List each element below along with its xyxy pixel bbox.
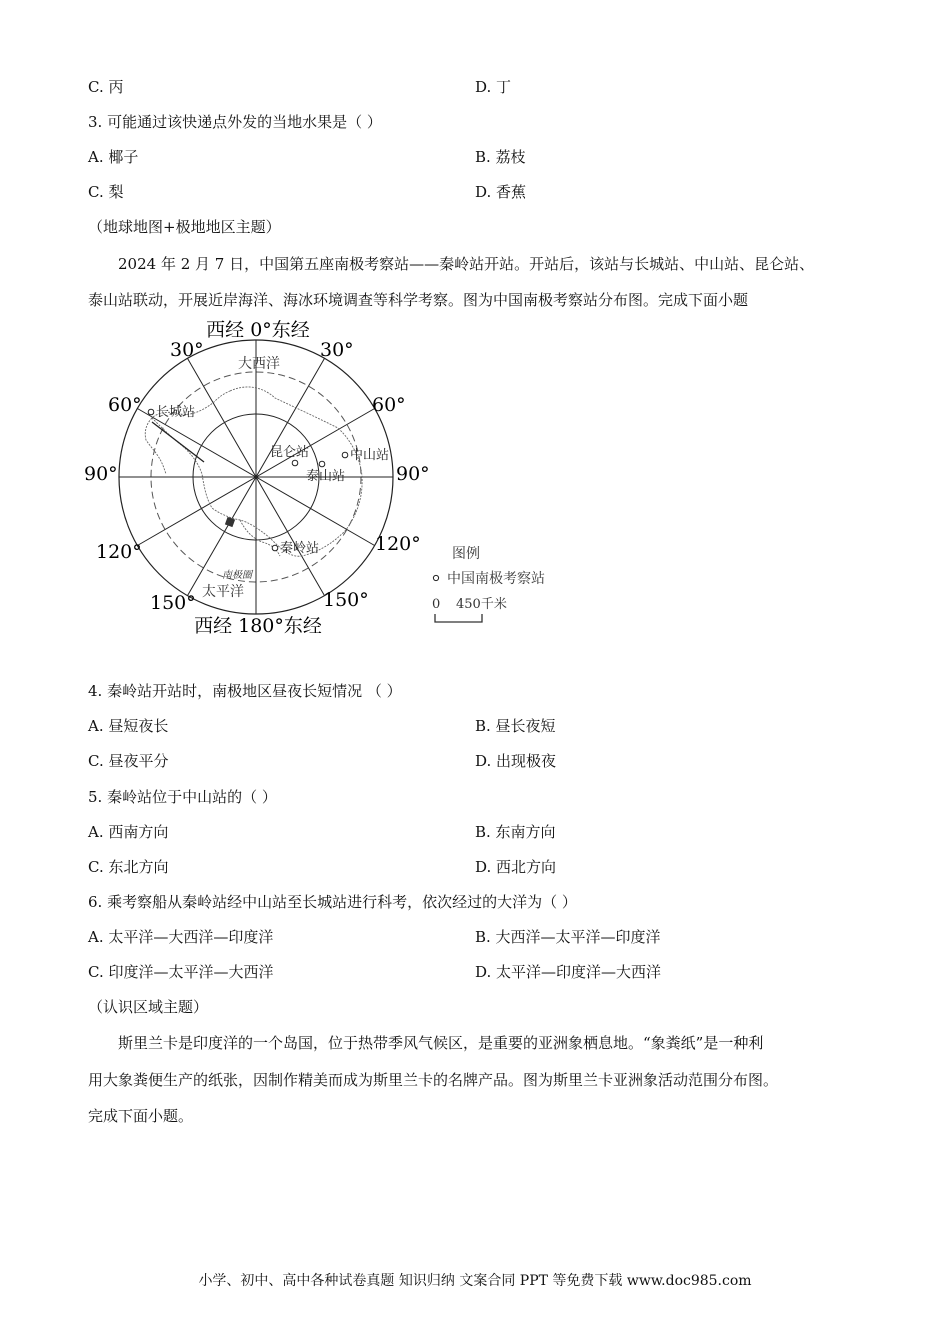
station-marker-taishan xyxy=(319,461,325,467)
station-marker-changcheng xyxy=(148,409,154,415)
q6-option-d: D. 太平洋—印度洋—大西洋 xyxy=(475,963,662,981)
label-60-west: 60° xyxy=(108,394,142,416)
q6-option-b: B. 大西洋—太平洋—印度洋 xyxy=(475,928,661,946)
antarctic-station-map xyxy=(80,316,580,646)
q4-stem: 4. 秦岭站开站时，南极地区昼夜长短情况 （ ） xyxy=(88,682,402,700)
q5-option-d: D. 西北方向 xyxy=(475,858,557,876)
q2-option-d: D. 丁 xyxy=(475,78,512,96)
section-topic-polar: （地球地图+极地地区主题） xyxy=(88,218,281,236)
page-footer: 小学、初中、高中各种试卷真题 知识归纳 文案合同 PPT 等免费下载 www.doc985.com xyxy=(198,1273,752,1289)
scale-zero: 0 xyxy=(432,597,441,612)
label-kunlun-station: 昆仑站 xyxy=(270,445,310,460)
q3-option-d: D. 香蕉 xyxy=(475,183,527,201)
q6-stem: 6. 乘考察船从秦岭站经中山站至长城站进行科考，依次经过的大洋为（ ） xyxy=(88,893,577,911)
section2-passage-line-3: 完成下面小题。 xyxy=(88,1107,194,1125)
label-90-east: 90° xyxy=(396,463,430,485)
scale-value: 450千米 xyxy=(456,597,507,612)
antarctic-peninsula xyxy=(145,418,166,474)
section2-passage-line-2: 用大象粪便生产的纸张，因制作精美而成为斯里兰卡的名牌产品。图为斯里兰卡亚洲象活动范围分布图。 xyxy=(88,1071,779,1089)
map-figure xyxy=(80,316,580,646)
label-pacific-ocean: 太平洋 xyxy=(202,584,244,600)
legend-station-symbol xyxy=(433,575,438,580)
label-120-east: 120° xyxy=(375,533,421,555)
label-taishan-station: 泰山站 xyxy=(306,469,346,484)
label-150-east: 150° xyxy=(323,589,369,611)
q5-stem: 5. 秦岭站位于中山站的（ ） xyxy=(88,788,277,806)
q6-option-a: A. 太平洋—大西洋—印度洋 xyxy=(88,928,274,946)
q6-option-c: C. 印度洋—太平洋—大西洋 xyxy=(88,963,274,981)
legend-title: 图例 xyxy=(452,546,480,562)
label-atlantic-ocean: 大西洋 xyxy=(238,356,280,372)
label-30-east: 30° xyxy=(320,339,354,361)
label-changcheng-station: 长城站 xyxy=(156,405,196,420)
scale-bar xyxy=(435,614,482,622)
label-120-west: 120° xyxy=(96,541,142,563)
label-qinling-station: 秦岭站 xyxy=(280,541,320,556)
q3-option-a: A. 椰子 xyxy=(88,148,139,166)
label-150-west: 150° xyxy=(150,592,196,614)
label-30-west: 30° xyxy=(170,339,204,361)
label-60-east: 60° xyxy=(372,394,406,416)
meridian-lines xyxy=(119,340,393,614)
q4-option-a: A. 昼短夜长 xyxy=(88,717,169,735)
label-90-west: 90° xyxy=(84,463,118,485)
section-passage-line-1: 2024 年 2 月 7 日，中国第五座南极考察站——秦岭站开站。开站后，该站与长城站、中山站、昆仑站、 xyxy=(118,255,815,273)
label-zhongshan-station: 中山站 xyxy=(350,448,390,463)
q4-option-c: C. 昼夜平分 xyxy=(88,752,169,770)
q3-stem: 3. 可能通过该快递点外发的当地水果是（ ） xyxy=(88,113,382,131)
section-topic-region: （认识区域主题） xyxy=(88,998,209,1016)
q5-option-c: C. 东北方向 xyxy=(88,858,169,876)
section2-passage-line-1: 斯里兰卡是印度洋的一个岛国，位于热带季风气候区，是重要的亚洲象栖息地。“象粪纸”是一种利 xyxy=(118,1034,764,1052)
q4-option-d: D. 出现极夜 xyxy=(475,752,557,770)
q4-option-b: B. 昼长夜短 xyxy=(475,717,556,735)
label-antarctic-circle: 南极圈 xyxy=(222,570,252,581)
q5-option-a: A. 西南方向 xyxy=(88,823,169,841)
label-top-meridian: 西经 0°东经 xyxy=(206,319,310,341)
station-marker-zhongshan xyxy=(342,452,348,458)
q5-option-b: B. 东南方向 xyxy=(475,823,556,841)
q3-option-c: C. 梨 xyxy=(88,183,124,201)
label-bottom-meridian: 西经 180°东经 xyxy=(194,615,322,637)
q2-option-c: C. 丙 xyxy=(88,78,124,96)
section-passage-line-2: 泰山站联动，开展近岸海洋、海冰环境调查等科学考察。图为中国南极考察站分布图。完成下面小题 xyxy=(88,291,749,309)
station-marker-qinling xyxy=(272,545,278,551)
station-marker-kunlun xyxy=(292,460,298,466)
legend-station-label: 中国南极考察站 xyxy=(447,571,545,587)
q3-option-b: B. 荔枝 xyxy=(475,148,526,166)
